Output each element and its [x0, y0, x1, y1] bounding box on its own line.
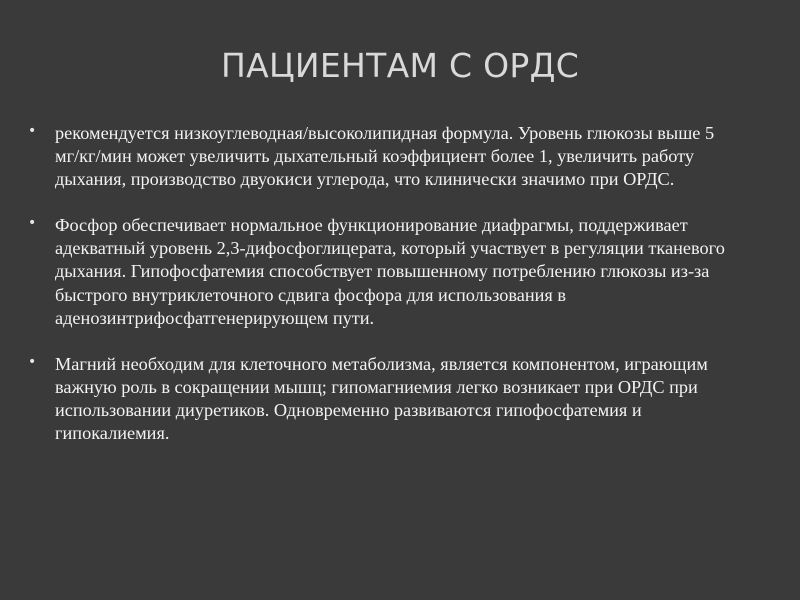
bullet-item-1: [28, 122, 728, 191]
bullet-text-magnesium: Магний необходим для клеточного метаболизма, является компонентом, играющим важную роль в сокращении мышц; гипомагниемия легко возникает при ОРДС при использовании диуретиков. Одновременно развиваются гипофосфатемия и гипокалиемия.: [55, 353, 708, 444]
bullet-item-3: [28, 353, 728, 445]
slide-title: ПАЦИЕНТАМ С ОРДС: [220, 46, 580, 85]
bullet-marker-icon: •: [28, 215, 37, 232]
bullet-list: [28, 122, 728, 468]
bullet-item-2: [28, 214, 728, 329]
bullet-text-carbohydrate: рекомендуется низкоуглеводная/высоколипидная формула. Уровень глюкозы выше 5 мг/кг/мин может увеличить дыхательный коэффициент более 1, увеличить работу дыхания, производство двуокиси углерода, что клинически значимо при ОРДС.: [55, 123, 715, 190]
bullet-marker-icon: •: [28, 123, 37, 139]
bullet-text-phosphorus: Фосфор обеспечивает нормальное функционирование диафрагмы, поддерживает адекватный уровень 2,3-дифосфоглицерата, который участвует в регуляции тканевого дыхания. Гипофосфатемия способствует повышенному потреблению глюкозы из-за быстрого внутриклеточного сдвига фосфора для использования в аденозинтрифосфатгенерирующем пути.: [55, 215, 725, 328]
bullet-marker-icon: •: [28, 353, 37, 370]
